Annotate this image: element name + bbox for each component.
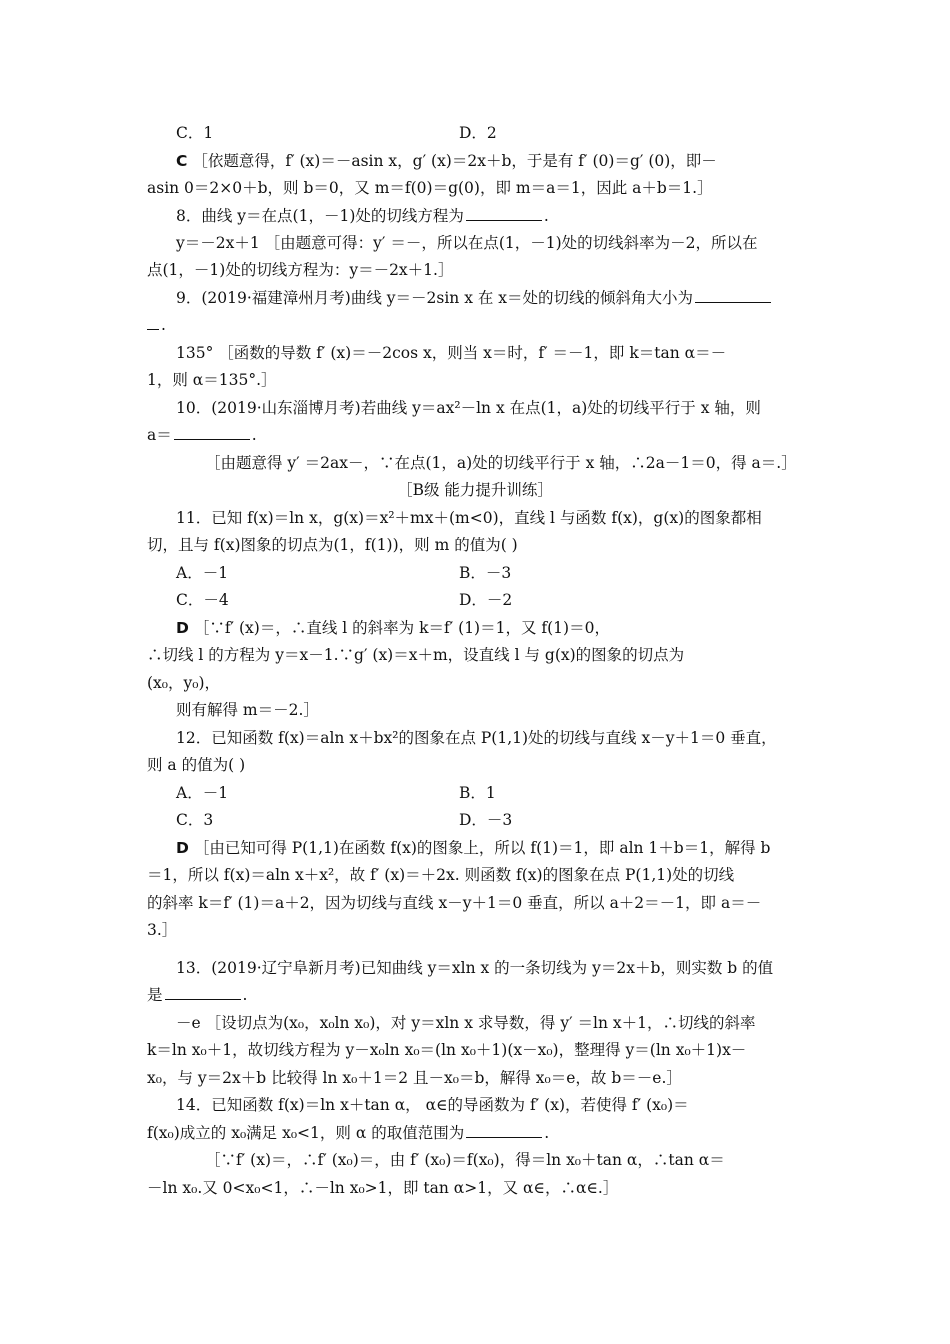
q7-option-c: C．1 (176, 124, 214, 142)
answer-blank (174, 425, 250, 440)
q14-solution-line1: ［∵f′ (x)＝，∴f′ (x₀)＝，由 f′ (x₀)＝f(x₀)，得＝ln x₀＋tan α，∴tan α＝ (205, 1151, 725, 1169)
q12-answer: D (176, 839, 189, 857)
q7-solution-line1: C ［依题意得，f′ (x)＝－asin x，g′ (x)＝2x＋b，于是有 f′ (0)＝g′ (0)，即－ (176, 152, 717, 170)
q7-option-d: D．2 (459, 124, 497, 142)
q8-question: 8．曲线 y＝在点(1，－1)处的切线方程为 . (176, 207, 549, 225)
q11-answer: D (176, 619, 189, 637)
q12-option-b: B．1 (459, 784, 496, 802)
q11-solution-line2: ∴切线 l 的方程为 y＝x－1.∵g′ (x)＝x＋m，设直线 l 与 g(x)的图象的切点为 (147, 646, 685, 664)
q12-option-c: C．3 (176, 811, 214, 829)
q11-question: 11．已知 f(x)＝ln x，g(x)＝x²＋mx＋(m<0)，直线 l 与函数 f(x)，g(x)的图象都相 (176, 509, 762, 527)
q11-solution-line3: (x₀，y₀)， (147, 674, 221, 692)
answer-blank (466, 1123, 542, 1138)
section-heading: ［B级 能力提升训练］ (397, 481, 553, 499)
q10-question-cont: a＝ . (147, 426, 257, 444)
q9-question: 9．(2019·福建漳州月考)曲线 y＝－2sin x 在 x＝处的切线的倾斜角大小为 (176, 287, 773, 309)
q13-solution-line1: －e ［设切点为(x₀，x₀ln x₀)，对 y＝xln x 求导数，得 y′ ＝ln x＋1，∴切线的斜率 (176, 1014, 756, 1032)
q12-option-a: A．－1 (176, 784, 229, 802)
q12-solution-line1: D ［由已知可得 P(1,1)在函数 f(x)的图象上，所以 f(1)＝1，即 aln 1＋b＝1，解得 b (176, 839, 771, 857)
q7-solution-line2: asin 0＝2×0＋b，则 b＝0，又 m＝f(0)＝g(0)，即 m＝a＝1，因此 a＋b＝1.］ (147, 179, 713, 197)
q11-solution-line4: 则有解得 m＝－2.］ (176, 701, 319, 719)
q10-solution: ［由题意得 y′ ＝2ax－，∵在点(1，a)处的切线平行于 x 轴，∴2a－1＝0，得 a＝.］ (205, 454, 797, 472)
answer-blank (695, 288, 771, 303)
q10-question: 10．(2019·山东淄博月考)若曲线 y＝ax²－ln x 在点(1，a)处的切线平行于 x 轴，则 (176, 399, 761, 417)
q13-solution-line3: x₀，与 y＝2x＋b 比较得 ln x₀＋1＝2 且－x₀＝b，解得 x₀＝e，故 b＝－e.］ (147, 1069, 682, 1087)
q11-solution-line1: D ［∵f′ (x)＝，∴直线 l 的斜率为 k＝f′ (1)＝1，又 f(1)＝0， (176, 619, 610, 637)
q11-option-c: C．－4 (176, 591, 229, 609)
q13-question-cont: 是 . (147, 986, 248, 1004)
q12-solution-line3: 的斜率 k＝f′ (1)＝a＋2，因为切线与直线 x－y＋1＝0 垂直，所以 a＋2＝－1，即 a＝－ (147, 894, 762, 912)
q11-question-cont: 切，且与 f(x)图象的切点为(1，f(1))，则 m 的值为( ) (147, 536, 518, 554)
q14-question-cont: f(x₀)成立的 x₀满足 x₀<1，则 α 的取值范围为 . (147, 1124, 550, 1142)
q11-option-b: B．－3 (459, 564, 512, 582)
answer-blank-cont (147, 315, 159, 330)
q14-solution-line2: －ln x₀.又 0<x₀<1，∴－ln x₀>1，即 tan α>1，又 α∈，∴α∈.］ (147, 1179, 619, 1197)
q8-solution-line1: y＝－2x＋1 ［由题意可得：y′ ＝－，所以在点(1，－1)处的切线斜率为－2，所以在 (176, 234, 758, 252)
q11-option-a: A．－1 (176, 564, 229, 582)
q9-solution-line2: 1，则 α＝135°.］ (147, 371, 277, 389)
q12-option-d: D．－3 (459, 811, 513, 829)
q7-answer: C (176, 152, 188, 170)
q13-question: 13．(2019·辽宁阜新月考)已知曲线 y＝xln x 的一条切线为 y＝2x＋b，则实数 b 的值 (176, 959, 774, 977)
answer-blank (165, 985, 241, 1000)
q14-question: 14．已知函数 f(x)＝ln x＋tan α， α∈的导函数为 f′ (x)，若使得 f′ (x₀)＝ (176, 1096, 689, 1114)
q9-question-cont: . (147, 314, 166, 336)
q12-solution-line2: ＝1，所以 f(x)＝aln x＋x²，故 f′ (x)＝＋2x. 则函数 f(x)的图象在点 P(1,1)处的切线 (147, 866, 735, 884)
q12-solution-line4: 3.］ (147, 921, 178, 939)
q12-question-cont: 则 a 的值为( ) (147, 756, 246, 774)
q13-solution-line2: k＝ln x₀＋1，故切线方程为 y－x₀ln x₀＝(ln x₀＋1)(x－x₀)，整理得 y＝(ln x₀＋1)x－ (147, 1041, 747, 1059)
answer-blank (466, 206, 542, 221)
q11-option-d: D．－2 (459, 591, 513, 609)
q8-solution-line2: 点(1，－1)处的切线方程为：y＝－2x＋1.］ (147, 261, 454, 279)
q12-question: 12．已知函数 f(x)＝aln x＋bx²的图象在点 P(1,1)处的切线与直线 x－y＋1＝0 垂直， (176, 729, 777, 747)
q9-solution-line1: 135° ［函数的导数 f′ (x)＝－2cos x，则当 x＝时，f′ ＝－1，即 k＝tan α＝－ (176, 344, 727, 362)
